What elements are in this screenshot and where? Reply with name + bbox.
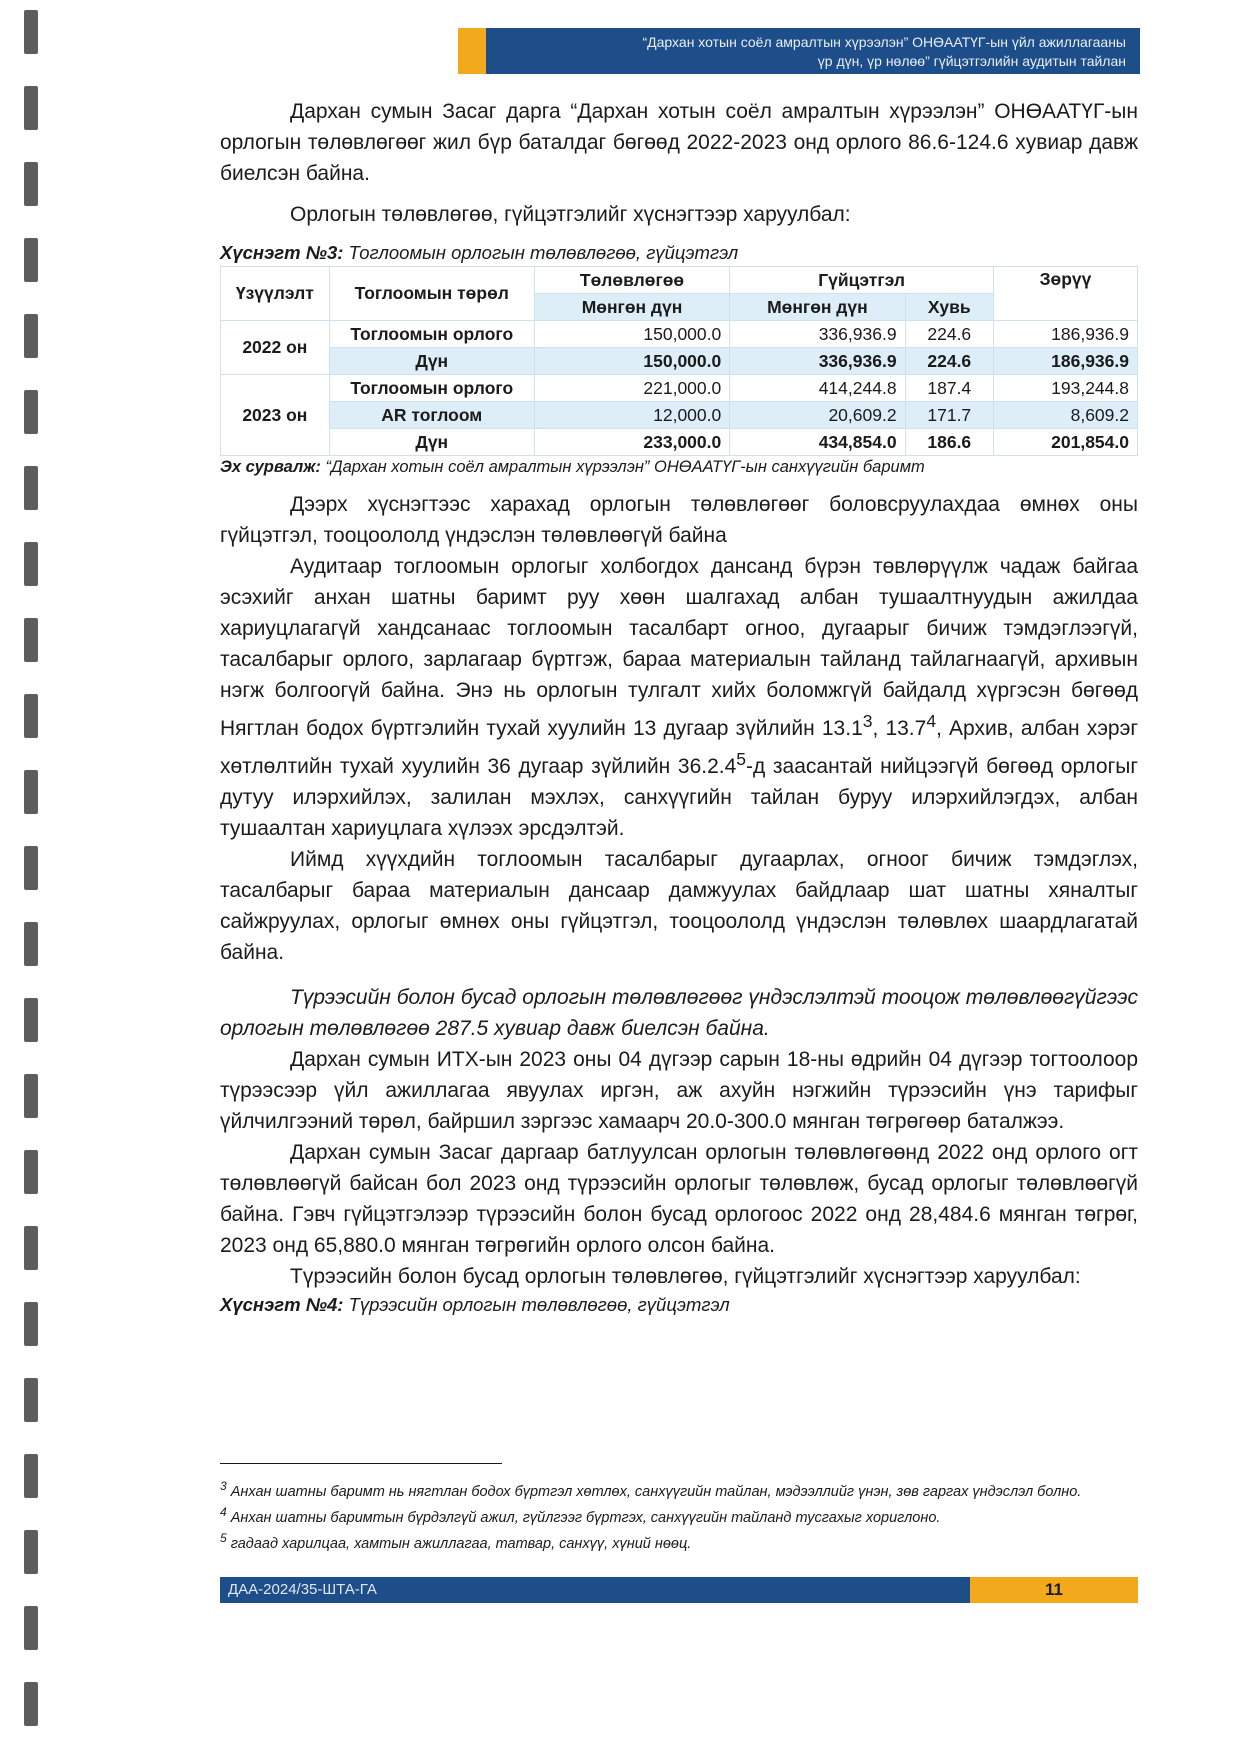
table-row [221,321,1138,348]
cell-type: Дүн [329,429,534,456]
cell-pct: 224.6 [905,348,993,375]
table-row [221,375,1138,402]
cell-diff: 186,936.9 [993,321,1137,348]
document-body [220,96,1138,1316]
cell-type: Тоглоомын орлого [329,321,534,348]
footnote-5 [220,1528,1138,1554]
footnote-number: 3 [220,1479,227,1493]
cell-diff: 201,854.0 [993,429,1137,456]
cell-year-2023: 2023 он [221,375,330,456]
table4-caption [220,1294,1138,1316]
cell-type: AR тоглоом [329,402,534,429]
cell-diff: 8,609.2 [993,402,1137,429]
footnote-divider [220,1463,502,1464]
cell-perf: 20,609.2 [730,402,905,429]
table3-caption-text: Тоглоомын орлогын төлөвлөгөө, гүйцэтгэл [343,242,739,263]
cell-perf: 336,936.9 [730,348,905,375]
paragraph-4-part-c: , Архив, албан хэрэг хөтлөлтийн тухай хуулийн 36 дугаар зүйлийн 36.2.4 [220,717,1138,778]
header-line-2: үр дүн, үр нөлөө” гүйцэтгэлийн аудитын тайлан [817,53,1126,69]
paragraph-4-part-b: , 13.7 [872,717,927,740]
paragraph-5: Иймд хүүхдийн тоглоомын тасалбарыг дугаарлах, огноог бичиж тэмдэглэх, тасалбарыг бараа материалын дансаар дамжуулах байдлаар шат шатны хяналтыг сайжруулах, орлогыг өмнөх оны гүйцэтгэл, тооцоололд үндэслэн төлөвлөх шаардлагатай байна. [220,848,1138,964]
cell-plan: 12,000.0 [534,402,729,429]
cell-diff: 186,936.9 [993,348,1137,375]
cell-pct: 224.6 [905,321,993,348]
table4-caption-label: Хүснэгт №4: [220,1294,344,1315]
footnote-ref-5: 5 [736,749,747,769]
footnote-ref-4: 4 [926,711,937,731]
paragraph-9: Түрээсийн болон бусад орлогын төлөвлөгөө, гүйцэтгэлийг хүснэгтээр харуулбал: [290,1265,1081,1288]
cell-pct: 171.7 [905,402,993,429]
th-game-type: Тоглоомын төрөл [329,267,534,321]
cell-pct: 187.4 [905,375,993,402]
footnotes [220,1463,1138,1553]
cell-plan: 150,000.0 [534,321,729,348]
paragraph-2: Орлогын төлөвлөгөө, гүйцэтгэлийг хүснэгтээр харуулбал: [290,203,851,226]
footnote-3 [220,1476,1138,1502]
th-plan: Төлөвлөгөө [534,267,729,294]
header-accent-bar [458,28,486,74]
th-difference: Зөрүү [993,267,1137,321]
cell-pct: 186.6 [905,429,993,456]
header-title [486,28,1140,74]
page-number: 11 [970,1577,1138,1603]
table3-caption [220,242,1138,264]
table-row [221,402,1138,429]
cell-diff: 193,244.8 [993,375,1137,402]
table-game-income [220,266,1138,456]
binding-rings [24,0,44,1763]
paragraph-8: Дархан сумын Засаг даргаар батлуулсан орлогын төлөвлөгөөнд 2022 онд орлого огт төлөвлөөгүй байсан бол 2023 онд түрээсийн орлогыг төлөвлөж, бусад орлогыг төлөвлөөгүй байна. Гэвч гүйцэтгэлээр түрээсийн болон бусад орлогоос 2022 онд 28,484.6 мянган төгрөг, 2023 онд 65,880.0 мянган төгрөгийн орлого олсон байна. [220,1141,1138,1257]
cell-type: Дүн [329,348,534,375]
table3-source [220,458,1138,477]
footnote-text: Анхан шатны баримт нь нягтлан бодох бүртгэл хөтлөх, санхүүгийн тайлан, мэдээллийг үнэн, зөв гаргах үндэслэл болно. [226,1483,1082,1500]
paragraph-1: Дархан сумын Засаг дарга “Дархан хотын соёл амралтын хүрээлэн” ОНӨААТҮГ-ын орлогын төлөвлөгөөг жил бүр баталдаг бөгөөд 2022-2023 онд орлого 86.6-124.6 хувиар давж биелсэн байна. [220,100,1138,185]
document-code: ДАА-2024/35-ШТА-ГА [220,1577,970,1603]
footnote-number: 5 [220,1530,227,1545]
footnote-ref-3: 3 [862,711,873,731]
table-row-total [221,348,1138,375]
cell-plan: 221,000.0 [534,375,729,402]
footnote-number: 4 [220,1504,227,1519]
cell-perf: 414,244.8 [730,375,905,402]
paragraph-3: Дээрх хүснэгтээс харахад орлогын төлөвлөгөөг боловсруулахдаа өмнөх оны гүйцэтгэл, тооцоололд үндэслэн төлөвлөөгүй байна [220,493,1138,547]
th-performance: Гүйцэтгэл [730,267,994,294]
page-header [458,28,1140,74]
table3-caption-label: Хүснэгт №3: [220,242,344,263]
cell-type: Тоглоомын орлого [329,375,534,402]
footnote-text: гадаад харилцаа, хамтын ажиллагаа, татвар, санхүү, хүний нөөц. [226,1535,692,1552]
paragraph-7: Дархан сумын ИТХ-ын 2023 оны 04 дүгээр сарын 18-ны өдрийн 04 дүгээр тогтоолоор түрээсээр үйл ажиллагаа явуулах иргэн, аж ахуйн нэгжийн түрээсийн үнэ тарифыг үйлчилгээний төрөл, байршил зэргээс хамаарч 20.0-300.0 мянган төгрөгөөр баталжээ. [220,1048,1138,1133]
cell-perf: 434,854.0 [730,429,905,456]
table4-caption-text: Түрээсийн орлогын төлөвлөгөө, гүйцэтгэл [343,1294,730,1315]
th-plan-amount: Мөнгөн дүн [534,294,729,321]
paragraph-6: Түрээсийн болон бусад орлогын төлөвлөгөөг үндэслэлтэй тооцож төлөвлөөгүйгээс орлогын төлөвлөгөө 287.5 хувиар давж биелсэн байна. [220,986,1138,1040]
paragraph-4-part-a: Аудитаар тоглоомын орлогыг холбогдох дансанд бүрэн төвлөрүүлж чадаж байгаа эсэхийг анхан шатны баримт руу хөөн шалгахад албан тушаалтнуудын ажилдаа хариуцлагагүй хандсанаас тоглоомын тасалбарт огноо, дугаарыг бичиж тэмдэглээгүй, тасалбарыг орлого, зарлагаар бүртгэж, бараа материалын тайланд тайлагнаагүй, архивын нэгж болгоогүй байна. Энэ нь орлогын тулгалт хийх боломжгүй байдалд хүргэсэн бөгөөд Нягтлан бодох бүртгэлийн тухай хуулийн 13 дугаар зүйлийн 13.1 [220,555,1138,740]
header-line-1: “Дархан хотын соёл амралтын хүрээлэн” ОНӨААТҮГ-ын үйл ажиллагааны [642,34,1126,50]
cell-plan: 150,000.0 [534,348,729,375]
th-indicator: Үзүүлэлт [221,267,330,321]
th-percent: Хувь [905,294,993,321]
footnote-4 [220,1502,1138,1528]
paragraph-4 [220,551,1138,844]
page-footer [220,1577,1138,1603]
cell-year-2022: 2022 он [221,321,330,375]
cell-perf: 336,936.9 [730,321,905,348]
table-row-total [221,429,1138,456]
source-label: Эх сурвалж: [220,458,321,476]
source-text: “Дархан хотын соёл амралтын хүрээлэн” ОНӨААТҮГ-ын санхүүгийн баримт [320,458,925,476]
paragraph-4-part-d: -д заасантай нийцээгүй бөгөөд орлогыг дутуу илэрхийлэх, залилан мэхлэх, санхүүгийн тайлан буруу илэрхийлэгдэх, албан тушаалтан хариуцлага хүлээх эрсдэлтэй. [220,755,1138,840]
cell-plan: 233,000.0 [534,429,729,456]
th-perf-amount: Мөнгөн дүн [730,294,905,321]
footnote-text: Анхан шатны баримтын бүрдэлгүй ажил, гүйлгээг бүртгэх, санхүүгийн тайланд тусгахыг хориглоно. [226,1509,941,1526]
